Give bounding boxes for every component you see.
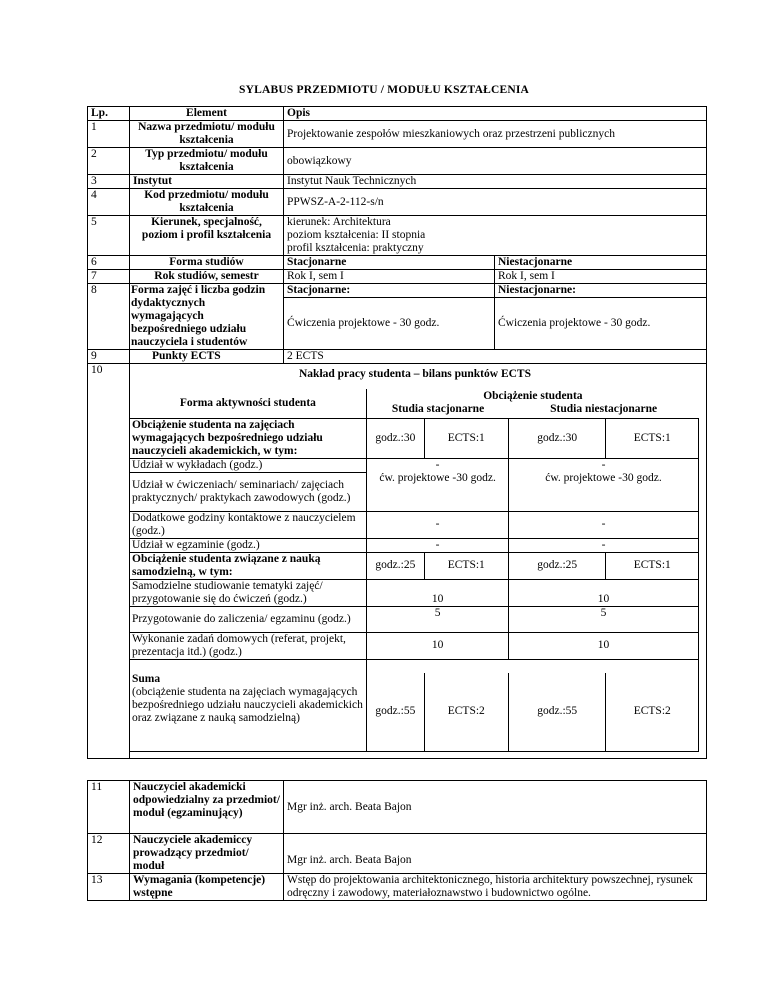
- element-value: [284, 216, 707, 256]
- niestac-value: 10: [508, 579, 698, 606]
- table-row: [88, 350, 707, 364]
- element-label: Instytut: [130, 175, 284, 189]
- ects-row: [130, 472, 699, 511]
- ects-table: [129, 389, 699, 752]
- kierunek-text: kierunek: Architektura: [287, 216, 391, 228]
- stac-value: Stacjonarne: [284, 256, 495, 270]
- stac-value: 5: [367, 606, 509, 632]
- table-row: [88, 874, 707, 901]
- ects-row: [130, 632, 699, 659]
- element-label: Typ przedmiotu/ modułu kształcenia: [130, 148, 284, 175]
- stac-value: 10: [367, 632, 509, 659]
- element-label: Nauczyciele akademiccy prowadzący przedmiot/ moduł: [130, 834, 284, 874]
- col-load: Obciążenie studenta: [483, 390, 583, 403]
- table-row: [88, 256, 707, 270]
- niestac-value: Ćwiczenia projektowe - 30 godz.: [495, 298, 707, 350]
- col-stac: Studia stacjonarne: [391, 403, 485, 416]
- stac-value: 10: [367, 579, 509, 606]
- row-number: 12: [88, 834, 130, 874]
- niestac-value: 5: [508, 606, 698, 632]
- table-row: [88, 189, 707, 216]
- element-value: obowiązkowy: [284, 148, 707, 175]
- table-row: [88, 148, 707, 175]
- row-number: 3: [88, 175, 130, 189]
- element-value: Projektowanie zespołów mieszkaniowych oraz przestrzeni publicznych: [284, 121, 707, 148]
- row-number: 9: [88, 350, 130, 364]
- element-value: PPWSZ-A-2-112-s/n: [284, 189, 707, 216]
- page-title: SYLABUS PRZEDMIOTU / MODUŁU KSZTAŁCENIA: [238, 84, 530, 96]
- element-label: Wymagania (kompetencje) wstępne: [130, 874, 284, 901]
- stac-hours: godz.:25: [367, 552, 424, 579]
- ects-row: [130, 606, 699, 632]
- table-row: [88, 284, 707, 298]
- element-value: 2 ECTS: [284, 350, 707, 364]
- niestac-value: -: [508, 538, 698, 552]
- element-label: Forma studiów: [130, 256, 284, 270]
- stac-value: Ćwiczenia projektowe - 30 godz.: [284, 298, 495, 350]
- activity-label: Wykonanie zadań domowych (referat, projekt, prezentacja itd.) (godz.): [130, 632, 367, 659]
- ects-row: [130, 458, 699, 472]
- niestac-value: -: [508, 458, 698, 472]
- element-label: Kierunek, specjalność, poziom i profil kształcenia: [130, 216, 284, 256]
- niestac-value: Rok I, sem I: [495, 270, 707, 284]
- element-value: Wstęp do projektowania architektonicznego, historia architektury powszechnej, rysunek odręczny i zawodowy, materiałoznawstwo i budownictwo ogólne.: [284, 874, 707, 901]
- table-row: [88, 834, 707, 874]
- table-row: [88, 175, 707, 189]
- niestac-ects: ECTS:1: [606, 552, 699, 579]
- ects-row: [130, 418, 699, 458]
- profil-text: profil kształcenia: praktyczny: [287, 242, 424, 254]
- stac-ects: ECTS:1: [424, 552, 508, 579]
- table-row: [88, 364, 707, 759]
- element-value: Mgr inż. arch. Beata Bajon: [284, 834, 707, 874]
- ects-header-row: [130, 389, 699, 418]
- row-number: 5: [88, 216, 130, 256]
- activity-label: Dodatkowe godziny kontaktowe z nauczycielem (godz.): [130, 511, 367, 538]
- row-number: 10: [88, 364, 130, 759]
- niestac-hours: godz.:55: [508, 673, 606, 751]
- stac-value: Rok I, sem I: [284, 270, 495, 284]
- element-label: Rok studiów, semestr: [130, 270, 284, 284]
- row-number: 2: [88, 148, 130, 175]
- niestac-ects: ECTS:2: [606, 673, 699, 751]
- activity-label: Samodzielne studiowanie tematyki zajęć/ przygotowanie się do ćwiczeń (godz.): [130, 579, 367, 606]
- stac-heading: Stacjonarne:: [284, 284, 495, 298]
- row-number: 4: [88, 189, 130, 216]
- niestac-value: -: [508, 511, 698, 538]
- ects-row: [130, 552, 699, 579]
- element-label: Punkty ECTS: [130, 350, 284, 364]
- ects-row: [130, 579, 699, 606]
- header-opis: Opis: [284, 107, 707, 121]
- stac-value: -: [367, 538, 509, 552]
- niestac-hours: godz.:30: [508, 418, 606, 458]
- niestac-ects: ECTS:1: [606, 418, 699, 458]
- stac-hours: godz.:55: [367, 673, 424, 751]
- niestac-heading: Niestacjonarne:: [495, 284, 707, 298]
- activity-label: Przygotowanie do zaliczenia/ egzaminu (godz.): [130, 606, 367, 632]
- element-label: Forma zajęć i liczba godzin dydaktycznych wymagających bezpośredniego udziału nauczyciela i studentów: [130, 284, 284, 350]
- row-number: 6: [88, 256, 130, 270]
- row-number: 7: [88, 270, 130, 284]
- table-row: [88, 270, 707, 284]
- table-row: [88, 216, 707, 256]
- activity-label: Udział w wykładach (godz.): [130, 458, 367, 472]
- table-header-row: [88, 107, 707, 121]
- element-label: Kod przedmiotu/ modułu kształcenia: [130, 189, 284, 216]
- sum-title: Suma: [132, 673, 161, 685]
- syllabus-table-bottom: [87, 780, 707, 901]
- element-label: Nazwa przedmiotu/ modułu kształcenia: [130, 121, 284, 148]
- ects-row: [130, 538, 699, 552]
- ects-sum-row: [130, 673, 699, 751]
- ects-row: [130, 511, 699, 538]
- stac-ects: ECTS:1: [424, 418, 508, 458]
- stac-value: ćw. projektowe -30 godz.: [367, 472, 509, 511]
- activity-label: Udział w ćwiczeniach/ seminariach/ zajęciach praktycznych/ praktykach zawodowych (godz.): [130, 472, 367, 511]
- activity-label: Udział w egzaminie (godz.): [130, 538, 367, 552]
- stac-value: -: [367, 511, 509, 538]
- activity-label: Obciążenie studenta związane z nauką samodzielną, w tym:: [130, 552, 367, 579]
- stac-hours: godz.:30: [367, 418, 424, 458]
- table-row: [88, 781, 707, 834]
- niestac-value: 10: [508, 632, 698, 659]
- niestac-value: Niestacjonarne: [495, 256, 707, 270]
- element-value: Instytut Nauk Technicznych: [284, 175, 707, 189]
- stac-value: -: [367, 458, 509, 472]
- row-number: 13: [88, 874, 130, 901]
- activity-label: Obciążenie studenta na zajęciach wymagających bezpośredniego udziału nauczycieli akademickich, w tym:: [130, 418, 367, 458]
- row-number: 11: [88, 781, 130, 834]
- header-lp: Lp.: [88, 107, 130, 121]
- ects-heading: Nakład pracy studenta – bilans punktów ECTS: [299, 368, 531, 380]
- col-activity: Forma aktywności studenta: [179, 396, 316, 409]
- row-number: 1: [88, 121, 130, 148]
- stac-ects: ECTS:2: [424, 673, 508, 751]
- sum-desc: (obciążenie studenta na zajęciach wymagających bezpośredniego udziału nauczycieli akademickich oraz związane z nauką samodzielną): [132, 686, 363, 724]
- niestac-hours: godz.:25: [508, 552, 606, 579]
- element-label: Nauczyciel akademicki odpowiedzialny za przedmiot/ moduł (egzaminujący): [130, 781, 284, 834]
- row-number: 8: [88, 284, 130, 350]
- table-row: [88, 121, 707, 148]
- col-niestac: Studia niestacjonarne: [550, 403, 658, 416]
- element-value: Mgr inż. arch. Beata Bajon: [284, 781, 707, 834]
- syllabus-table: [87, 106, 707, 759]
- niestac-value: ćw. projektowe -30 godz.: [508, 472, 698, 511]
- poziom-text: poziom kształcenia: II stopnia: [287, 229, 426, 241]
- header-element: Element: [130, 107, 284, 121]
